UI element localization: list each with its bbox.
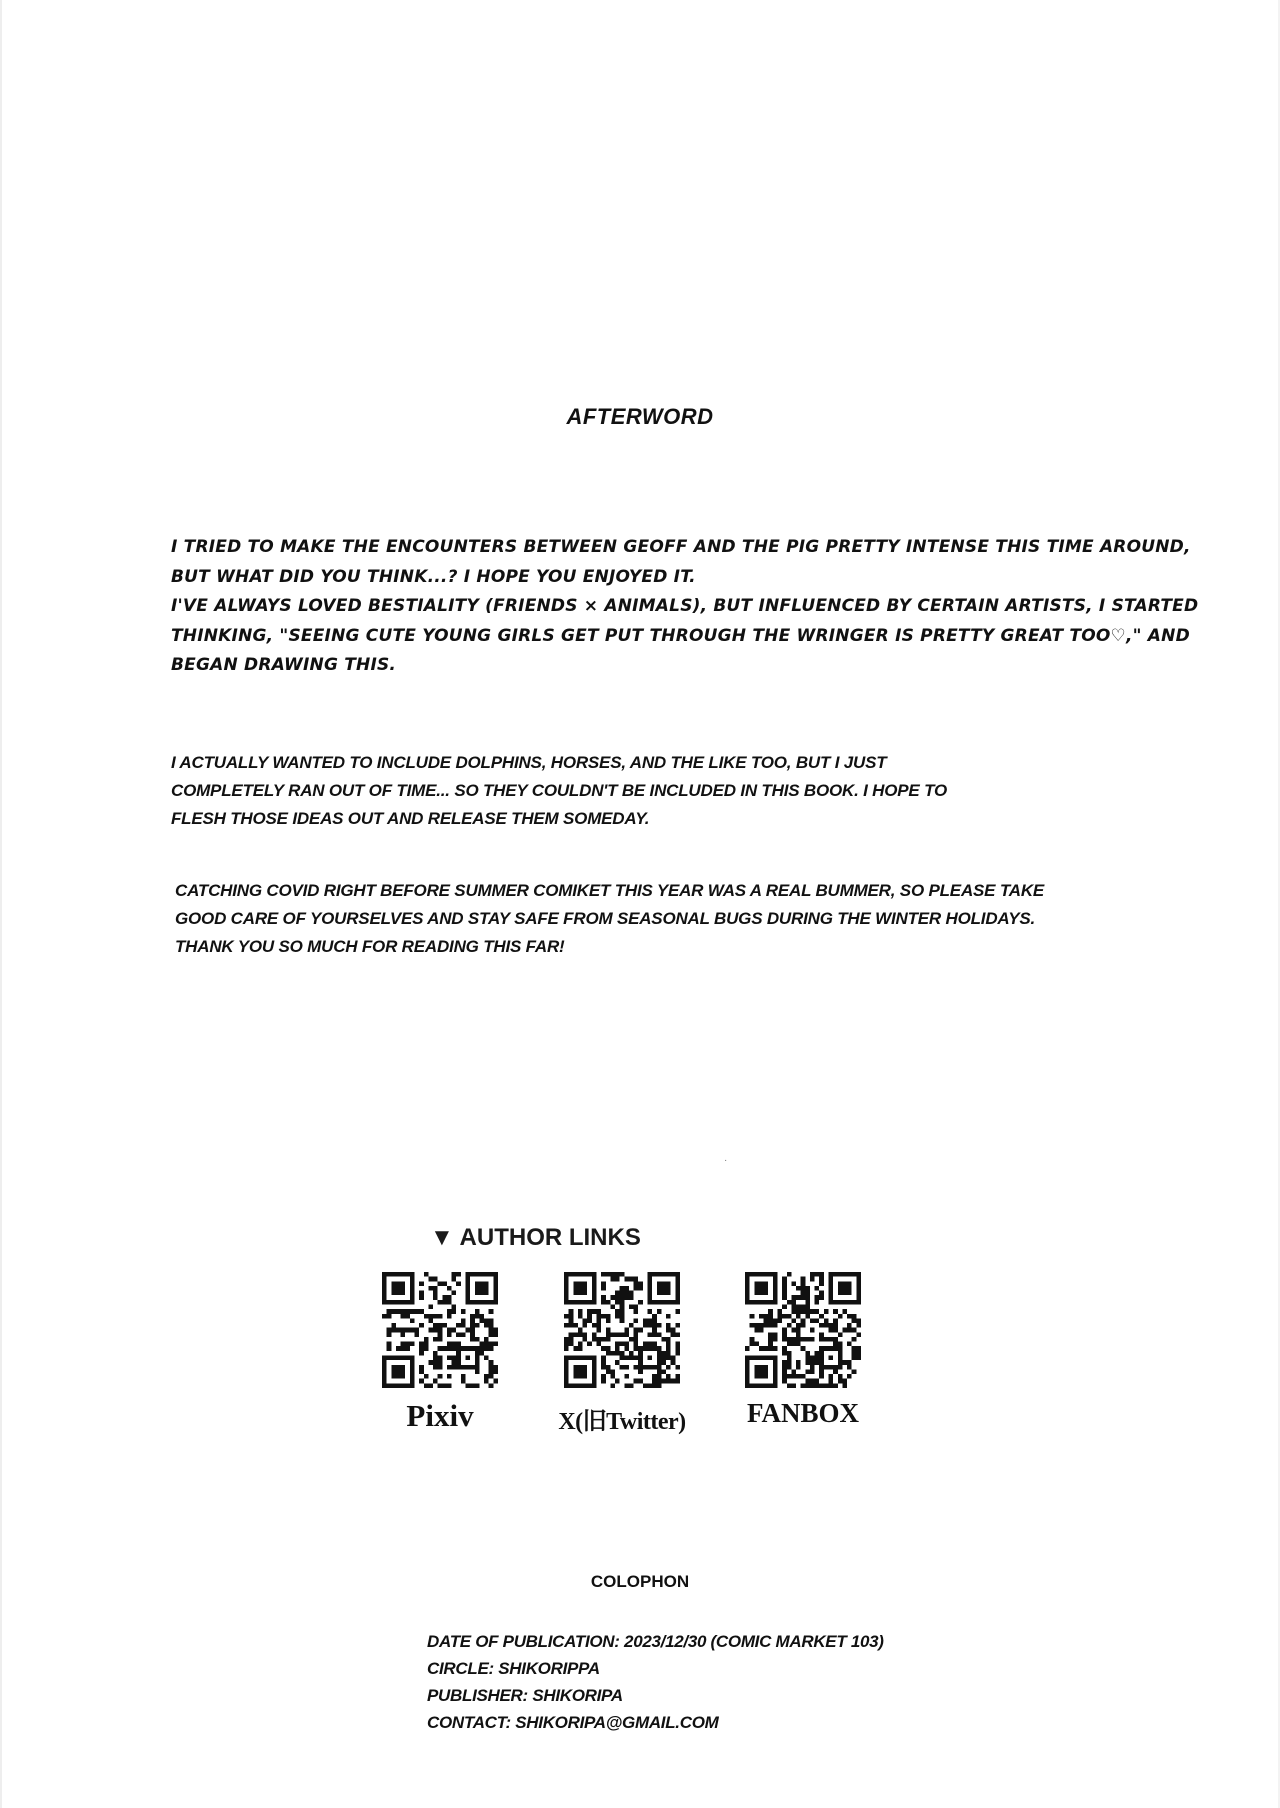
- text-line: THINKING, "SEEING CUTE YOUNG GIRLS GET PUT THROUGH THE WRINGER IS PRETTY GREAT TOO♡," AND: [171, 625, 1190, 646]
- text-line: CATCHING COVID RIGHT BEFORE SUMMER COMIKET THIS YEAR WAS A REAL BUMMER, SO PLEASE TAKE: [175, 881, 1045, 900]
- qr-code-icon[interactable]: [745, 1272, 861, 1388]
- text-line: BEGAN DRAWING THIS.: [171, 655, 397, 675]
- text-line: I'VE ALWAYS LOVED BESTIALITY (FRIENDS × ANIMALS), BUT INFLUENCED BY CERTAIN ARTISTS, I STARTED: [171, 596, 1199, 616]
- x-twitter-label: X(旧Twitter): [558, 1409, 686, 1435]
- qr-code-icon[interactable]: [382, 1272, 498, 1388]
- circle-name: CIRCLE: SHIKORIPPA: [427, 1659, 600, 1678]
- scan-speck: ·: [724, 1155, 728, 1166]
- author-links-heading: ▼ AUTHOR LINKS: [430, 1224, 641, 1251]
- afterword-paragraph-3: [175, 877, 1044, 961]
- fanbox-label: FANBOX: [747, 1398, 859, 1428]
- text-line: I ACTUALLY WANTED TO INCLUDE DOLPHINS, HORSES, AND THE LIKE TOO, BUT I JUST: [171, 753, 887, 772]
- contact-email: CONTACT: SHIKORIPA@GMAIL.COM: [427, 1713, 719, 1732]
- publisher-name: PUBLISHER: SHIKORIPA: [427, 1686, 623, 1705]
- afterword-paragraph-1: [171, 533, 1198, 681]
- text-line: BUT WHAT DID YOU THINK...? I HOPE YOU ENJOYED IT.: [171, 566, 696, 587]
- publication-date: DATE OF PUBLICATION: 2023/12/30 (COMIC MARKET 103): [427, 1632, 884, 1651]
- text-line: GOOD CARE OF YOURSELVES AND STAY SAFE FROM SEASONAL BUGS DURING THE WINTER HOLIDAYS.: [175, 909, 1036, 928]
- qr-code-icon[interactable]: [564, 1272, 680, 1388]
- afterword-paragraph-2: [171, 749, 947, 833]
- text-line: COMPLETELY RAN OUT OF TIME... SO THEY COULDN'T BE INCLUDED IN THIS BOOK. I HOPE TO: [171, 781, 947, 800]
- x-twitter-link[interactable]: [542, 1272, 702, 1436]
- colophon-details: [427, 1628, 884, 1736]
- pixiv-label: Pixiv: [406, 1398, 474, 1433]
- text-line: FLESH THOSE IDEAS OUT AND RELEASE THEM SOMEDAY.: [171, 809, 650, 828]
- text-line: THANK YOU SO MUCH FOR READING THIS FAR!: [175, 937, 565, 956]
- pixiv-link[interactable]: [360, 1272, 520, 1434]
- colophon-title: COLOPHON: [590, 1572, 690, 1591]
- afterword-title: AFTERWORD: [566, 404, 714, 429]
- fanbox-link[interactable]: [723, 1272, 883, 1429]
- text-line: I TRIED TO MAKE THE ENCOUNTERS BETWEEN GEOFF AND THE PIG PRETTY INTENSE THIS TIME AROUND,: [171, 537, 1191, 557]
